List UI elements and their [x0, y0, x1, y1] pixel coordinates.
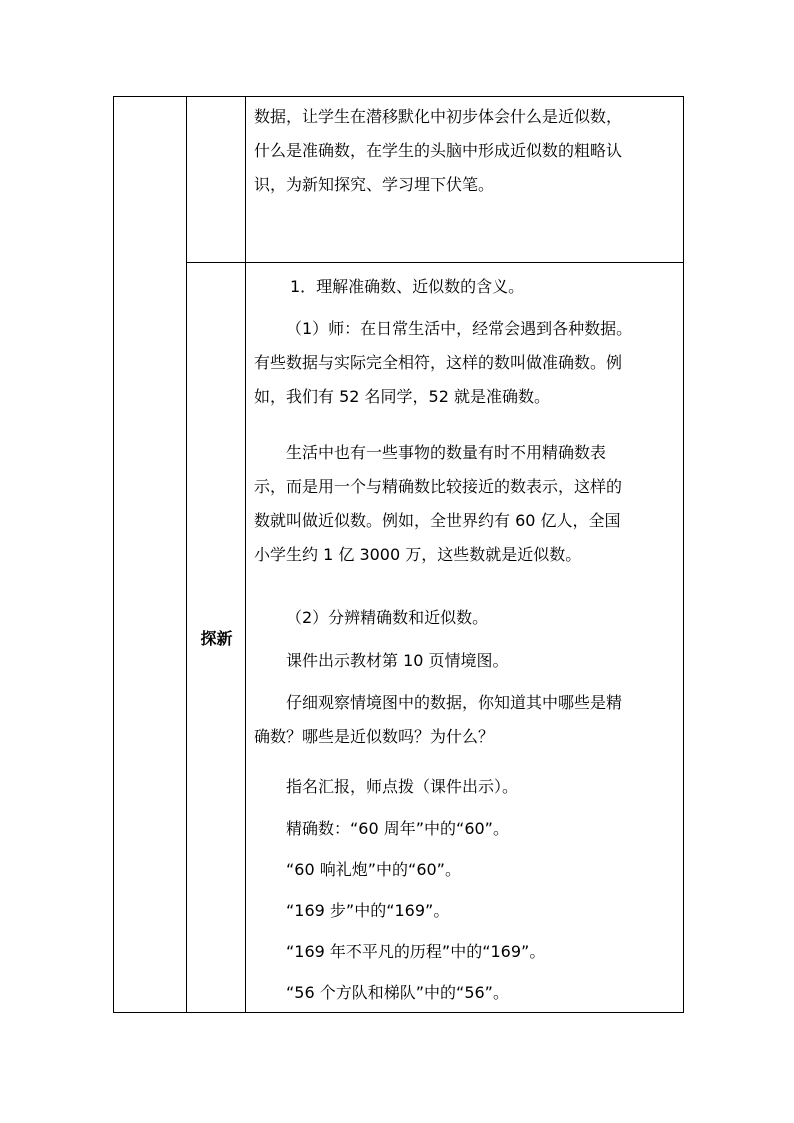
explore-p7 — [286, 770, 712, 804]
report-line: 指名汇报，师点拨（课件出示）。 — [286, 777, 519, 796]
exact-number-169-years: “169 年不平凡的历程”中的“169”。 — [286, 942, 546, 961]
exact-number-60-years: 精确数：“60 周年”中的“60”。 — [286, 819, 509, 838]
intro-paragraph — [254, 100, 680, 202]
explore-p5 — [286, 644, 712, 678]
p2-line-1: （1）师：在日常生活中，经常会遇到各种数据。 — [286, 319, 633, 338]
explore-p3 — [254, 436, 680, 572]
exact-number-56-squads: “56 个方队和梯队”中的“56”。 — [286, 983, 509, 1002]
p6-line-1: 仔细观察情境图中的数据，你知道其中哪些是精 — [286, 693, 623, 712]
explore-p8 — [286, 812, 712, 846]
explore-p9 — [286, 853, 712, 887]
explore-p6 — [254, 686, 680, 754]
column-divider-2 — [245, 96, 246, 1013]
heading-understand-meaning: 1．理解准确数、近似数的含义。 — [290, 277, 525, 296]
exact-number-169-steps: “169 步”中的“169”。 — [286, 901, 450, 920]
row-divider — [186, 262, 684, 263]
table-bottom-border — [113, 1012, 684, 1013]
intro-line-2: 什么是准确数，在学生的头脑中形成近似数的粗略认 — [254, 141, 623, 160]
column-divider-1 — [186, 96, 187, 1013]
intro-line-1: 数据，让学生在潜移默化中初步体会什么是近似数， — [254, 107, 623, 126]
explore-p10 — [286, 894, 712, 928]
heading-distinguish: （2）分辨精确数和近似数。 — [286, 608, 489, 627]
explore-p4 — [286, 601, 712, 635]
explore-p11 — [286, 935, 712, 969]
p2-line-2: 有些数据与实际完全相符，这样的数叫做准确数。例 — [254, 353, 623, 372]
explore-p2 — [254, 312, 680, 414]
explore-p12 — [286, 976, 712, 1010]
p3-line-3: 数就叫做近似数。例如，全世界约有 60 亿人，全国 — [254, 511, 621, 530]
courseware-textbook-line: 课件出示教材第 10 页情境图。 — [286, 651, 509, 670]
p3-line-2: 示，而是用一个与精确数比较接近的数表示，这样的 — [254, 477, 623, 496]
p3-line-1: 生活中也有一些事物的数量有时不用精确数表 — [286, 443, 607, 462]
p2-line-3: 如，我们有 52 名同学，52 就是准确数。 — [254, 387, 550, 406]
intro-line-3: 识，为新知探究、学习埋下伏笔。 — [254, 175, 495, 194]
exact-number-60-salute: “60 响礼炮”中的“60”。 — [286, 860, 461, 879]
row-label-explore: 探新 — [200, 629, 233, 648]
p3-line-4: 小学生约 1 亿 3000 万，这些数就是近似数。 — [254, 545, 582, 564]
explore-p1 — [290, 270, 716, 304]
p6-line-2: 确数？哪些是近似数吗？为什么？ — [254, 727, 495, 746]
